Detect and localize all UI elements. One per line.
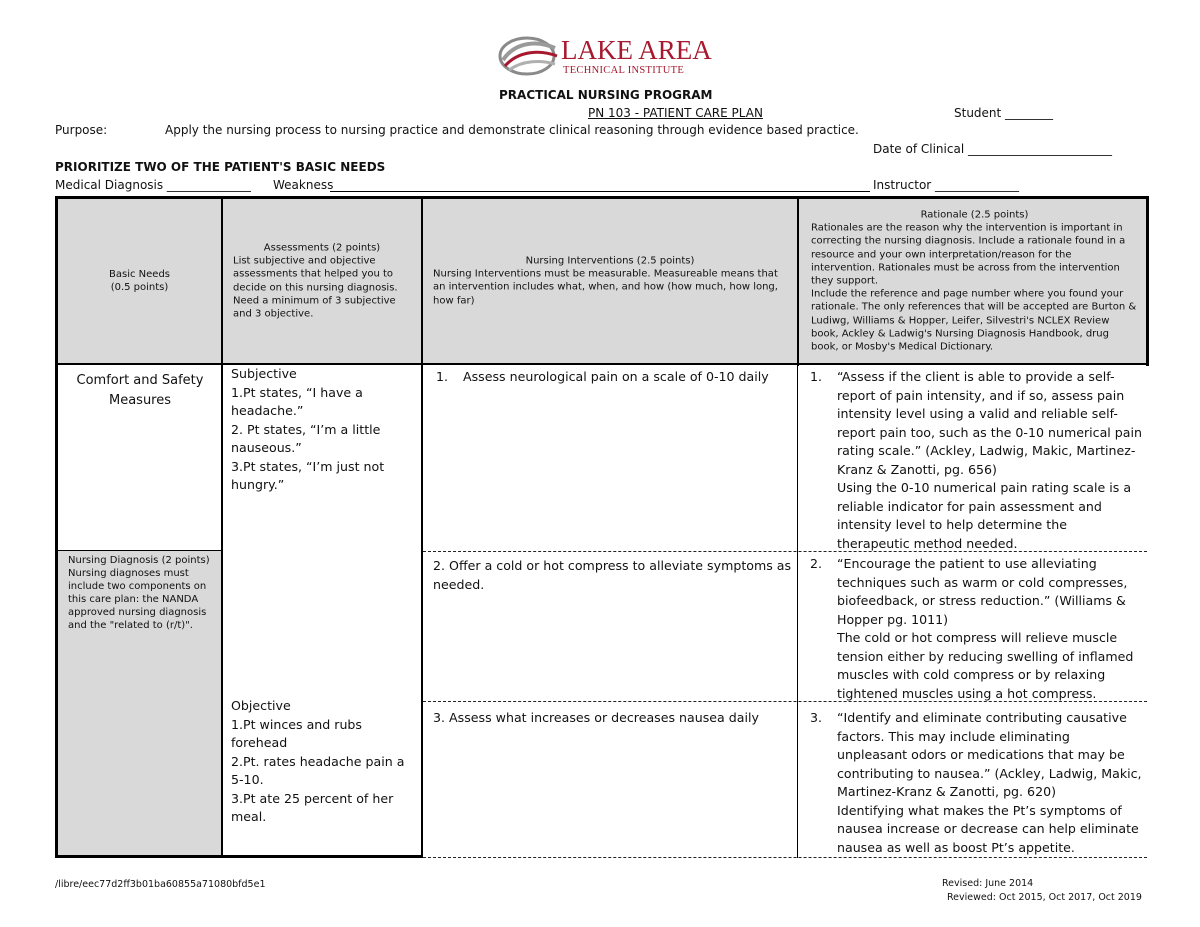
- prioritize-heading: PRIORITIZE TWO OF THE PATIENT'S BASIC NEEDS: [55, 160, 386, 174]
- header-basic-needs-points: (0.5 points): [110, 282, 169, 293]
- institute-logo: [497, 32, 712, 82]
- rationale-text: [837, 709, 1142, 857]
- logo-wordmark: LAKE AREA: [561, 35, 712, 65]
- intervention-row-3: [433, 709, 793, 728]
- intervention-text: Assess what increases or decreases nausea daily: [449, 710, 759, 725]
- nursing-diagnosis-box: [58, 551, 221, 856]
- rationale-quote: “Encourage the patient to use alleviating techniques such as warm or cold compresses, biofeedback, or stress reduction.” (Williams & Hopper pg. 1011): [837, 556, 1128, 627]
- header-assessments-title: Assessments (2 points): [263, 242, 381, 254]
- subjective-item: 3.Pt states, “I’m just not hungry.”: [231, 458, 385, 492]
- rationale-row-3: [810, 709, 1142, 857]
- header-assessments-desc: List subjective and objective assessments that helped you to decide on this nursing diagnosis. Need a minimum of 3 subjective and 3 objective.: [233, 255, 398, 320]
- course-title: PN 103 - PATIENT CARE PLAN: [588, 106, 763, 120]
- column-divider-3: [797, 366, 798, 858]
- rationale-number: 1.: [810, 369, 823, 384]
- objective-item: 3.Pt ate 25 percent of her meal.: [231, 790, 394, 824]
- medical-diagnosis-label: Medical Diagnosis ______________: [55, 178, 251, 192]
- header-interventions: [423, 199, 797, 363]
- rationale-explanation: Identifying what makes the Pt’s symptoms of nausea increase or decrease can help eliminate nausea as well as boost Pt’s appetite.: [837, 802, 1139, 855]
- header-rationale: [799, 199, 1146, 363]
- intervention-row-1: [436, 368, 791, 387]
- objective-item: 2.Pt. rates headache pain a 5-10.: [231, 753, 405, 787]
- basic-needs-divider: [55, 550, 223, 551]
- subjective-item: 2. Pt states, “I’m a little nauseous.”: [231, 421, 381, 455]
- row-separator-3: [423, 857, 1147, 858]
- nursing-diagnosis-instructions: Nursing Diagnosis (2 points) Nursing diagnoses must include two components on this care plan: the NANDA approved nursing diagnosis and the "related to (r/t)".: [68, 555, 210, 631]
- objective-assessments: [231, 697, 417, 827]
- revised-date: Revised: June 2014: [942, 878, 1034, 889]
- medical-diagnosis-value: Weakness: [273, 178, 334, 192]
- header-rationale-title: Rationale (2.5 points): [920, 209, 1029, 221]
- column-divider-3-header: [797, 196, 799, 366]
- student-field: Student ________: [954, 106, 1054, 120]
- document-path: /libre/eec77d2ff3b01ba60855a71080bfd5e1: [55, 879, 266, 890]
- instructor-field: Instructor ______________: [873, 178, 1020, 192]
- rationale-quote: “Assess if the client is able to provide a self-report of pain intensity, and if so, assess pain intensity level using a valid and reliable self-report pain too, such as the 0-10 numerical pain rating scale.” (Ackley, Ladwig, Makic, Martinez-Kranz & Zanotti, pg. 656): [837, 369, 1142, 477]
- table-right-border: [1146, 196, 1149, 366]
- objective-item: 1.Pt winces and rubs forehead: [231, 716, 362, 750]
- column-divider-1: [221, 196, 223, 858]
- intervention-number: 1.: [436, 369, 449, 384]
- left-columns-bottom-border: [55, 855, 423, 858]
- column-divider-2: [421, 196, 423, 858]
- rationale-explanation: The cold or hot compress will relieve muscle tension either by reducing swelling of inflamed muscles with cold compress or by relaxing tightened muscles using a hot compress.: [837, 630, 1134, 701]
- subjective-title: Subjective: [231, 366, 297, 381]
- program-title: PRACTICAL NURSING PROGRAM: [499, 88, 713, 102]
- basic-need-value: Comfort and Safety Measures: [76, 373, 204, 408]
- header-assessments: [223, 199, 421, 363]
- subjective-item: 1.Pt states, “I have a headache.”: [231, 384, 363, 418]
- rationale-number: 2.: [810, 556, 823, 571]
- header-interventions-desc: Nursing Interventions must be measurable. Measureable means that an intervention includes what, when, and how (how much, how long, how far): [433, 268, 778, 307]
- header-rationale-desc: Rationales are the reason why the intervention is important in correcting the nursing diagnosis. Include a rationale found in a resource and your own interpretation/reason for the intervention. Rationales must be across from the intervention they support.: [811, 222, 1126, 287]
- rationale-text: [837, 368, 1142, 553]
- date-of-clinical-field: Date of Clinical ________________________: [873, 142, 1112, 156]
- swoosh-logo-icon: [497, 32, 561, 82]
- intervention-row-2: [433, 557, 793, 594]
- rationale-number: 3.: [810, 710, 823, 725]
- rationale-explanation: Using the 0-10 numerical pain rating scale is a reliable indicator for pain assessment and intensity level to help determine the therapeutic method needed.: [837, 480, 1132, 551]
- intervention-number: 3.: [433, 710, 446, 725]
- header-rationale-references: Include the reference and page number where you found your rationale. The only references that will be accepted are Burton & Ludiwg, Williams & Hopper, Leifer, Silvestri's NCLEX Review book, Ackley & Ladwig's Nursing Diagnosis Handbook, drug book, or Mosby's Medical Dictionary.: [811, 288, 1137, 353]
- purpose-text: Apply the nursing process to nursing practice and demonstrate clinical reasoning through evidence based practice.: [165, 123, 859, 137]
- intervention-text: Assess neurological pain on a scale of 0-10 daily: [463, 369, 769, 384]
- reviewed-dates: Reviewed: Oct 2015, Oct 2017, Oct 2019: [947, 892, 1142, 903]
- logo-subtitle: TECHNICAL INSTITUTE: [563, 65, 685, 76]
- care-plan-table: [55, 196, 1149, 858]
- rationale-row-2: [810, 555, 1142, 703]
- header-interventions-title: Nursing Interventions (2.5 points): [525, 255, 695, 267]
- intervention-number: 2.: [433, 558, 446, 573]
- header-basic-needs: [58, 199, 221, 363]
- table-top-border: [55, 196, 1149, 199]
- intervention-text: Offer a cold or hot compress to alleviate symptoms as needed.: [433, 558, 792, 592]
- table-left-border: [55, 196, 58, 858]
- rationale-quote: “Identify and eliminate contributing causative factors. This may include eliminating unpleasant odors or medications that may be contributing to nausea.” (Ackley, Ladwig, Makic, Martinez-Kranz & Zanotti, pg. 620): [837, 710, 1142, 799]
- rationale-text: [837, 555, 1142, 703]
- rationale-row-1: [810, 368, 1142, 553]
- purpose-label: Purpose:: [55, 123, 108, 137]
- medical-diagnosis-underline: [330, 191, 870, 192]
- subjective-assessments: [231, 365, 417, 495]
- header-basic-needs-title: Basic Needs: [109, 268, 170, 280]
- objective-title: Objective: [231, 698, 291, 713]
- header-bottom-border: [55, 363, 1149, 365]
